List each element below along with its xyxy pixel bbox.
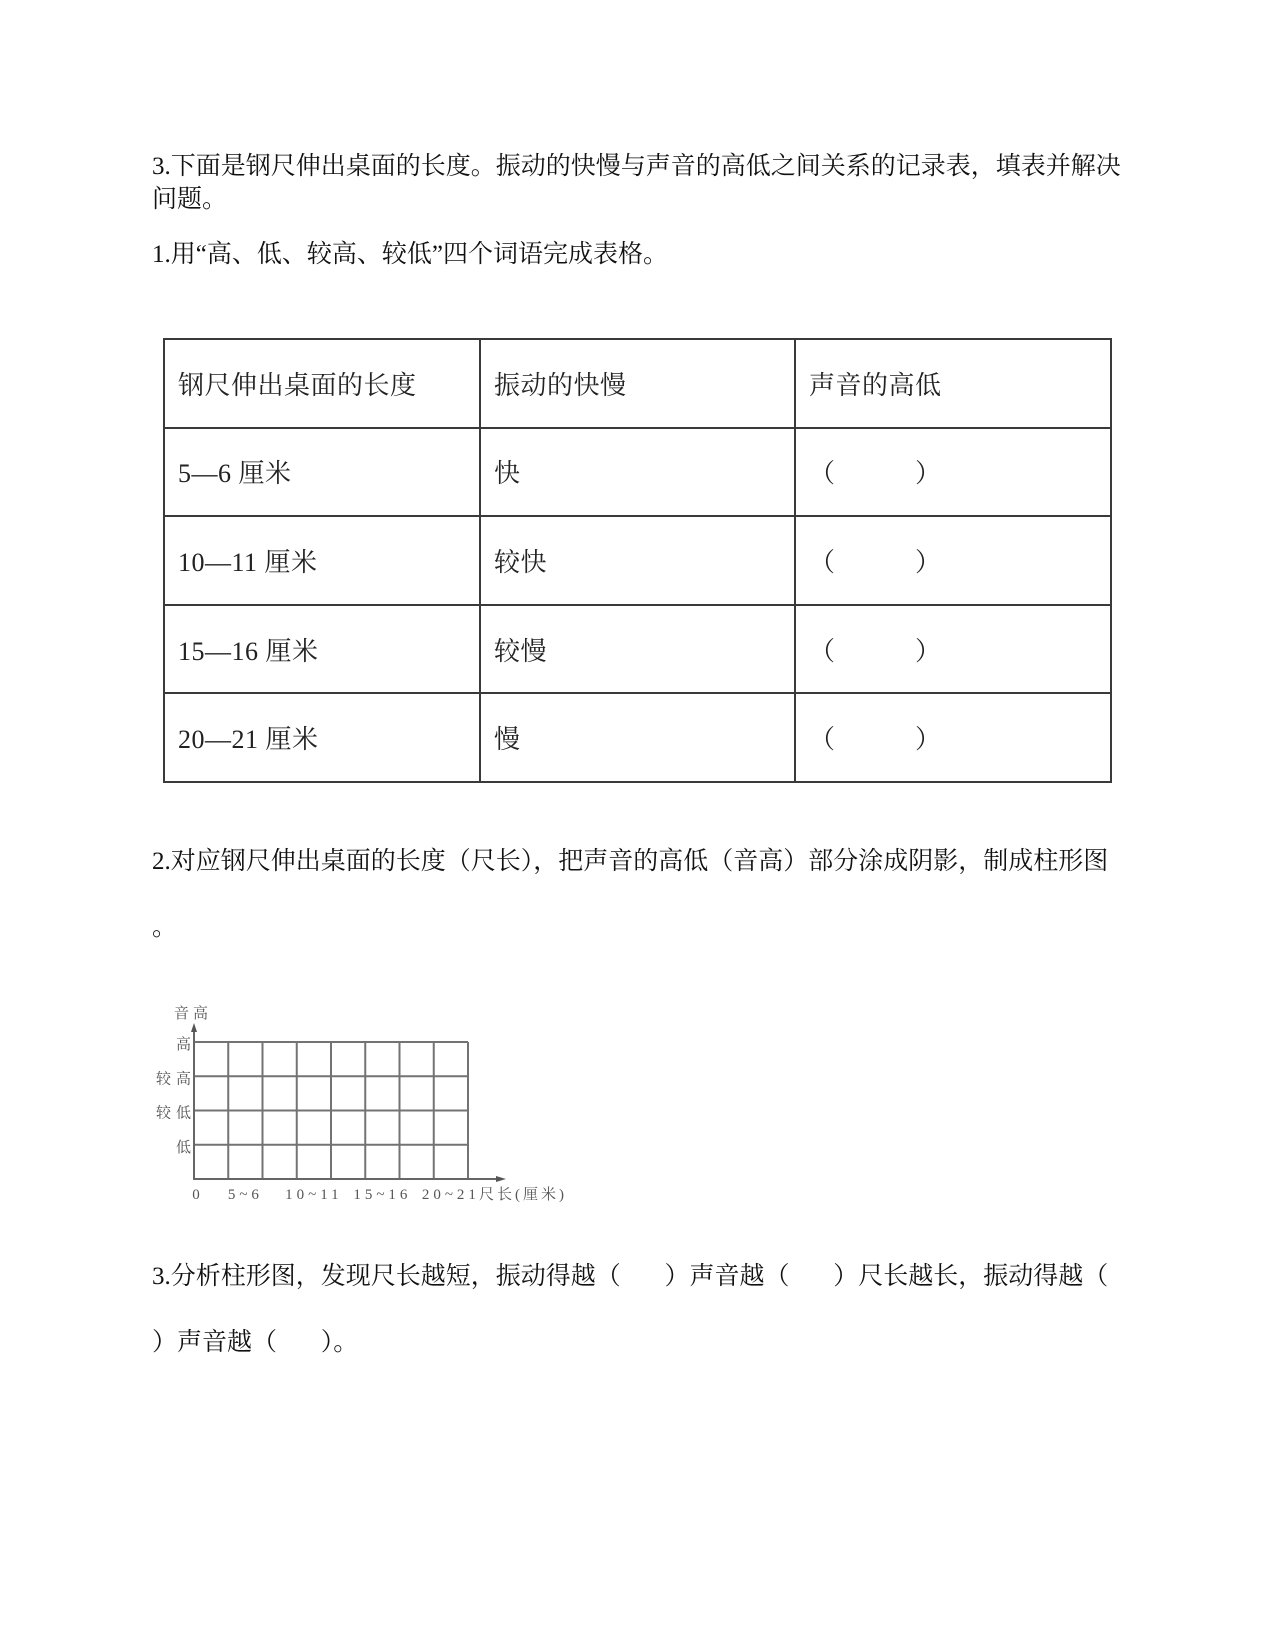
table-row [164, 428, 1111, 517]
cell-pitch-blank: （ ） [795, 428, 1111, 517]
cell-vibration-speed: 慢 [480, 693, 795, 782]
header-ruler-length: 钢尺伸出桌面的长度 [164, 339, 480, 428]
table-header-row [164, 339, 1111, 428]
y-axis-title: 音高 [174, 1006, 213, 1022]
cell-ruler-length: 10—11 厘米 [164, 516, 480, 605]
x-tick-label: 5~6 [227, 1187, 263, 1203]
x-tick-label: 10~11 [285, 1187, 343, 1203]
y-tick-label: 较低 [155, 1105, 196, 1122]
cell-ruler-length: 20—21 厘米 [164, 693, 480, 782]
x-tick-label: 15~16 [353, 1187, 412, 1203]
cell-vibration-speed: 较慢 [480, 605, 795, 694]
y-tick-label: 较高 [155, 1071, 196, 1088]
part3-question-line-2: ）声音越（ ）。 [152, 1329, 359, 1356]
x-origin-label: 0 [192, 1187, 200, 1203]
cell-pitch-blank: （ ） [795, 605, 1111, 694]
cell-vibration-speed: 较快 [480, 516, 795, 605]
pitch-bar-chart [140, 995, 580, 1210]
y-tick-label: 低 [175, 1139, 196, 1156]
question-intro-line-1: 3.下面是钢尺伸出桌面的长度。振动的快慢与声音的高低之间关系的记录表，填表并解决 [152, 153, 1121, 180]
question-intro-line-2: 问题。 [152, 186, 228, 213]
cell-ruler-length: 15—16 厘米 [164, 605, 480, 694]
header-sound-pitch: 声音的高低 [795, 339, 1111, 428]
part2-instruction-line-2: 。 [152, 914, 178, 941]
cell-ruler-length: 5—6 厘米 [164, 428, 480, 517]
cell-pitch-blank: （ ） [795, 693, 1111, 782]
table-row [164, 605, 1111, 694]
cell-vibration-speed: 快 [480, 428, 795, 517]
table-row [164, 516, 1111, 605]
record-table [163, 338, 1112, 783]
table-row [164, 693, 1111, 782]
y-axis-arrow-icon [191, 1023, 197, 1032]
cell-pitch-blank: （ ） [795, 516, 1111, 605]
part2-instruction-line-1: 2.对应钢尺伸出桌面的长度（尺长），把声音的高低（音高）部分涂成阴影，制成柱形图 [152, 848, 1109, 875]
header-vibration-speed: 振动的快慢 [480, 339, 795, 428]
x-axis-title: 尺长(厘米) [479, 1187, 567, 1203]
x-tick-label: 20~21 [421, 1187, 480, 1203]
part3-question-line-1: 3.分析柱形图，发现尺长越短，振动得越（ ）声音越（ ）尺长越长，振动得越（ [152, 1263, 1109, 1290]
y-tick-label: 高 [175, 1037, 196, 1053]
x-axis-arrow-icon [496, 1176, 506, 1182]
part1-instruction: 1.用“高、低、较高、较低”四个词语完成表格。 [152, 241, 668, 268]
chart-grid [194, 1042, 468, 1179]
